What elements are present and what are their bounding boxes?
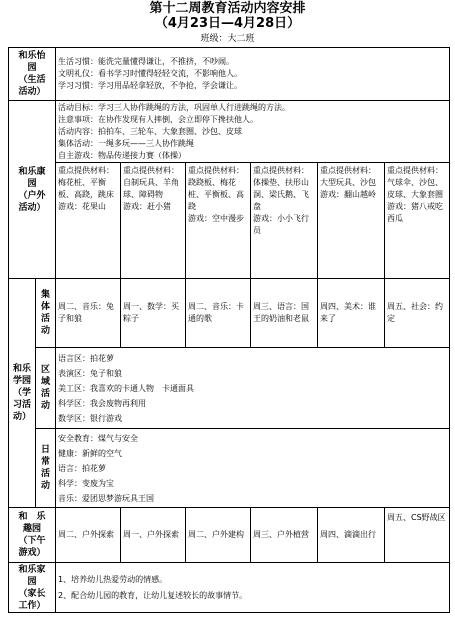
area-item: 科学区：我会废物再利用 xyxy=(58,398,147,408)
area-item: 表演区：兔子和狼 xyxy=(58,368,123,378)
area-item: 语言区：拍花萝 xyxy=(58,353,115,363)
outdoor-goal: 集体活动：一绳多玩——三人协作跳绳 xyxy=(58,138,195,148)
collective-day: 周四、美术：谁来了 xyxy=(318,279,385,348)
home-item: 1、培养幼儿热爱劳动的情感。 xyxy=(58,574,168,584)
outdoor-zone: 重点提供材料：大型玩具、沙包 游戏：翻山越岭 xyxy=(318,163,385,279)
life-habits xyxy=(56,48,450,101)
date-range: （4月23日—4月28日） xyxy=(154,16,301,31)
daily-label: 日 常 活 动 xyxy=(36,429,56,508)
section-play-label: 和 乐 趣园 （下午 游戏） xyxy=(9,508,56,563)
outdoor-goal: 活动目标：学习三人协作跳绳的方法，巩固单人行进跳绳的方法。 xyxy=(58,102,291,112)
play-day: 周二、户外建构 xyxy=(186,508,251,563)
area-activities xyxy=(56,348,450,429)
collective-day: 周三、语言：国王的奶油和老鼠 xyxy=(251,279,318,348)
play-day: 周二、户外探索 xyxy=(56,508,121,563)
page-title: 第十二周教育活动内容安排 xyxy=(149,1,306,16)
play-day: 周四、滴滴出行 xyxy=(318,508,385,563)
daily-item: 安全教育：煤气与安全 xyxy=(58,433,139,443)
outdoor-zone: 重点提供材料：体操垫、扶形山洞、梁氏鹅、飞盘 游戏：小小飞行员 xyxy=(251,163,318,279)
life-item: 文明礼仪：看书学习时懂得轻轻交流，不影响他人。 xyxy=(58,69,243,78)
outdoor-goals xyxy=(56,101,450,163)
area-label: 区 域 活 动 xyxy=(36,348,56,429)
home-item: 2、配合幼儿园的教育，让幼儿复述较长的故事情节。 xyxy=(58,590,248,600)
section-outdoor-label: 和乐康 园 （户外 活动） xyxy=(9,101,56,279)
home-work xyxy=(56,563,450,613)
life-item: 学习习惯：学习用品轻拿轻放，不争抢，学会谦让。 xyxy=(58,81,243,90)
play-day: 周五、CS野战区 xyxy=(385,508,450,563)
outdoor-goal: 自主游戏：物品传递接力赛（体操） xyxy=(58,150,187,160)
life-item: 生活习惯：能洗完量懂得谦让，不推挤，不吵闹。 xyxy=(58,57,235,66)
outdoor-zone: 重点提供材料：气球伞、沙包、皮球、大象套圈 游戏：猪八戒吃西瓜 xyxy=(385,163,450,279)
play-day: 周三、户外植营 xyxy=(251,508,318,563)
outdoor-zone: 重点提供材料：跷跷板、梅花桩、平衡板、高跷 游戏：空中漫步 xyxy=(186,163,251,279)
collective-day: 周二、音乐：卡通的歌 xyxy=(186,279,251,348)
section-learning-label: 和乐 学园 （学 习活 动） xyxy=(9,279,36,508)
collective-label: 集 体 活 动 xyxy=(36,279,56,348)
section-life-label: 和乐怡 园 （生活 活动） xyxy=(9,48,56,101)
collective-day: 周五、社会：约定 xyxy=(385,279,450,348)
play-day: 周一、户外探索 xyxy=(121,508,186,563)
daily-item: 健康：新鲜的空气 xyxy=(58,448,123,458)
outdoor-zone: 重点提供材料：自制玩具、羊角球、障碍物 游戏：赶小猪 xyxy=(121,163,186,279)
daily-activities xyxy=(56,429,450,508)
collective-day: 周一、数学：买粽子 xyxy=(121,279,186,348)
collective-day: 周二、音乐：兔子和狼 xyxy=(56,279,121,348)
class-label: 班级：大二班 xyxy=(200,34,255,44)
area-item: 美工区：我喜欢的卡通人物 卡通面具 xyxy=(58,383,195,393)
outdoor-zone: 重点提供材料：梅花桩、平衡板、高跷，跳床 游戏：花果山 xyxy=(56,163,121,279)
schedule-table xyxy=(8,47,450,613)
daily-item: 语言：拍花萝 xyxy=(58,463,107,473)
outdoor-goal: 注意事项：在协作发现有人摔倒，会立即停下搀扶他人。 xyxy=(58,114,259,124)
area-item: 数学区：银行游戏 xyxy=(58,413,123,423)
outdoor-goal: 活动内容：拍拍车、三轮车、大象套圈、沙包、皮球 xyxy=(58,126,243,136)
daily-item: 音乐：爱团思梦游玩具王国 xyxy=(58,493,155,503)
section-home-label: 和乐家 园 （家长 工作） xyxy=(9,563,56,613)
daily-item: 科学：变废为宝 xyxy=(58,478,115,488)
